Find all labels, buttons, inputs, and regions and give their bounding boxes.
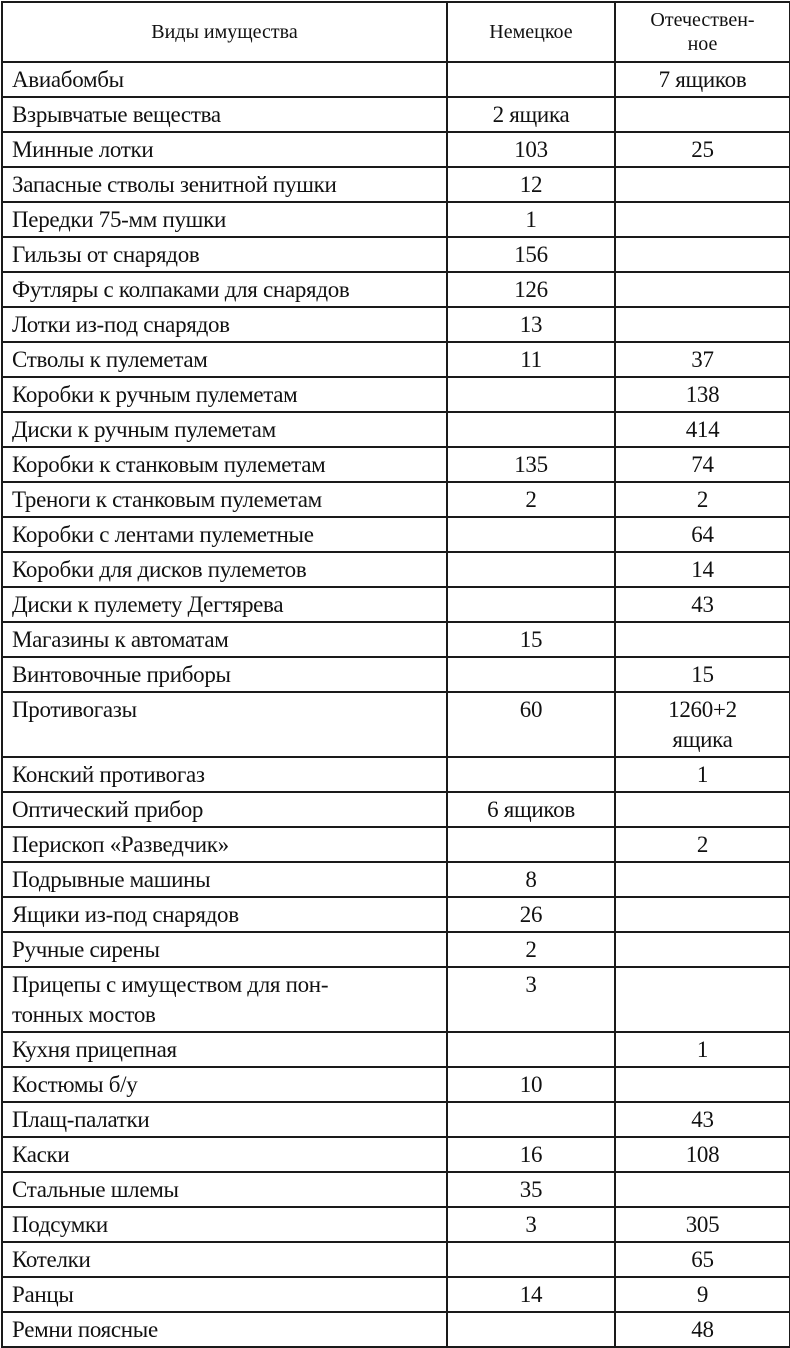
cell-domestic xyxy=(615,692,790,757)
cell-property-name xyxy=(2,307,447,342)
cell-property-name xyxy=(2,967,447,1032)
table-row xyxy=(2,552,790,587)
table-row xyxy=(2,1312,790,1347)
cell-domestic-text: 74 xyxy=(691,452,714,477)
cell-german xyxy=(447,447,615,482)
cell-german xyxy=(447,1102,615,1137)
cell-property-name xyxy=(2,412,447,447)
cell-domestic xyxy=(615,552,790,587)
cell-domestic xyxy=(615,622,790,657)
cell-property-name xyxy=(2,1172,447,1207)
cell-german-text: 1 xyxy=(525,207,537,232)
cell-domestic-text: 305 xyxy=(685,1212,720,1237)
cell-domestic xyxy=(615,167,790,202)
cell-german xyxy=(447,1137,615,1172)
cell-german xyxy=(447,932,615,967)
table-row xyxy=(2,307,790,342)
cell-domestic-text: 2 xyxy=(696,487,709,512)
cell-property-name-text: Диски к ручным пулеметам xyxy=(12,417,276,442)
cell-property-name-text: Котелки xyxy=(12,1247,91,1272)
table-row xyxy=(2,657,790,692)
table-row xyxy=(2,827,790,862)
cell-property-name xyxy=(2,862,447,897)
cell-property-name-text-line2: тонных мостов xyxy=(12,1002,156,1027)
cell-property-name-text: Диски к пулемету Дегтярева xyxy=(12,592,284,617)
cell-domestic xyxy=(615,1102,790,1137)
cell-domestic-text: 14 xyxy=(691,557,714,582)
cell-property-name xyxy=(2,482,447,517)
cell-property-name xyxy=(2,1032,447,1067)
cell-property-name-text: Стволы к пулеметам xyxy=(12,347,208,372)
table-row xyxy=(2,1172,790,1207)
cell-domestic-text: 9 xyxy=(696,1282,709,1307)
cell-german xyxy=(447,97,615,132)
cell-german xyxy=(447,827,615,862)
cell-german xyxy=(447,692,615,757)
cell-property-name xyxy=(2,1102,447,1137)
cell-domestic xyxy=(615,967,790,1032)
cell-domestic-text: 108 xyxy=(685,1142,720,1167)
cell-german xyxy=(447,342,615,377)
table-row xyxy=(2,272,790,307)
table-row xyxy=(2,897,790,932)
cell-domestic xyxy=(615,827,790,862)
cell-property-name-text: Кухня прицепная xyxy=(12,1037,177,1062)
cell-property-name xyxy=(2,1277,447,1312)
cell-property-name xyxy=(2,342,447,377)
cell-german xyxy=(447,1242,615,1277)
cell-property-name-text: Коробки к ручным пулеметам xyxy=(12,382,298,407)
cell-domestic xyxy=(615,792,790,827)
cell-german-text: 3 xyxy=(525,972,537,997)
cell-domestic xyxy=(615,202,790,237)
cell-domestic-text: 2 xyxy=(696,832,709,857)
cell-property-name-text: Футляры с колпаками для снарядов xyxy=(12,277,350,302)
cell-property-name xyxy=(2,792,447,827)
cell-german xyxy=(447,1032,615,1067)
cell-german-text: 6 ящиков xyxy=(487,797,575,822)
cell-domestic xyxy=(615,1172,790,1207)
cell-german xyxy=(447,167,615,202)
cell-property-name xyxy=(2,692,447,757)
cell-property-name-text: Авиабомбы xyxy=(12,67,124,92)
cell-domestic-text: 65 xyxy=(691,1247,714,1272)
table-row xyxy=(2,587,790,622)
cell-property-name-text: Коробки с лентами пулеметные xyxy=(12,522,314,547)
cell-german xyxy=(447,622,615,657)
cell-property-name-text: Треноги к станковым пулеметам xyxy=(12,487,322,512)
cell-property-name-text: Ящики из-под снарядов xyxy=(12,902,239,927)
cell-domestic xyxy=(615,897,790,932)
cell-german xyxy=(447,132,615,167)
cell-german xyxy=(447,1172,615,1207)
cell-domestic-text: 1 xyxy=(696,762,709,787)
table-row xyxy=(2,447,790,482)
cell-domestic xyxy=(615,412,790,447)
cell-property-name xyxy=(2,587,447,622)
cell-domestic xyxy=(615,307,790,342)
cell-german-text: 156 xyxy=(514,242,548,267)
cell-german-text: 15 xyxy=(519,627,543,652)
cell-property-name-text: Подсумки xyxy=(12,1212,108,1237)
property-table xyxy=(1,1,790,1348)
cell-property-name-text: Винтовочные приборы xyxy=(12,662,231,687)
table-row xyxy=(2,1242,790,1277)
cell-property-name-text: Прицепы с имуществом для пон- xyxy=(12,972,329,997)
cell-german-text: 26 xyxy=(519,902,543,927)
cell-property-name xyxy=(2,932,447,967)
cell-domestic-text: 64 xyxy=(691,522,714,547)
cell-german-text: 2 ящика xyxy=(492,102,570,127)
table-row xyxy=(2,1067,790,1102)
cell-german-text: 126 xyxy=(514,277,548,302)
cell-german-text: 16 xyxy=(519,1142,543,1167)
cell-property-name xyxy=(2,1312,447,1347)
cell-domestic xyxy=(615,342,790,377)
cell-property-name-text: Передки 75-мм пушки xyxy=(12,207,226,232)
cell-domestic xyxy=(615,1312,790,1347)
cell-property-name-text: Стальные шлемы xyxy=(12,1177,179,1202)
cell-domestic-text: 37 xyxy=(691,347,714,372)
cell-german xyxy=(447,377,615,412)
cell-domestic xyxy=(615,482,790,517)
table-row xyxy=(2,237,790,272)
cell-german-text: 14 xyxy=(519,1282,543,1307)
cell-domestic xyxy=(615,1032,790,1067)
table-row xyxy=(2,97,790,132)
cell-domestic-text: 25 xyxy=(691,137,714,162)
cell-domestic xyxy=(615,132,790,167)
cell-domestic xyxy=(615,932,790,967)
header-domestic-line2: ное xyxy=(687,33,718,55)
cell-german-text: 2 xyxy=(525,487,537,512)
cell-german xyxy=(447,897,615,932)
cell-german xyxy=(447,1277,615,1312)
cell-german-text: 10 xyxy=(519,1072,543,1097)
cell-domestic xyxy=(615,272,790,307)
cell-german xyxy=(447,307,615,342)
cell-property-name xyxy=(2,62,447,97)
cell-property-name-text: Магазины к автоматам xyxy=(12,627,229,652)
cell-german-text: 2 xyxy=(525,937,537,962)
cell-property-name-text: Ранцы xyxy=(12,1282,74,1307)
cell-property-name xyxy=(2,1242,447,1277)
cell-german-text: 12 xyxy=(519,172,543,197)
cell-property-name xyxy=(2,1207,447,1242)
cell-domestic xyxy=(615,757,790,792)
cell-domestic-text: 414 xyxy=(685,417,720,442)
table-row xyxy=(2,1277,790,1312)
table-row xyxy=(2,1102,790,1137)
header-property-type: Виды имущества xyxy=(2,2,447,62)
cell-german-text: 13 xyxy=(519,312,543,337)
cell-domestic-text: 43 xyxy=(691,592,714,617)
cell-property-name-text: Противогазы xyxy=(12,697,137,722)
cell-property-name-text: Коробки к станковым пулеметам xyxy=(12,452,326,477)
table-row xyxy=(2,412,790,447)
cell-german xyxy=(447,1207,615,1242)
table-row xyxy=(2,757,790,792)
cell-domestic xyxy=(615,1242,790,1277)
cell-property-name xyxy=(2,377,447,412)
cell-property-name-text: Костюмы б/у xyxy=(12,1072,138,1097)
cell-property-name xyxy=(2,757,447,792)
cell-german xyxy=(447,272,615,307)
cell-german xyxy=(447,967,615,1032)
table-row xyxy=(2,482,790,517)
cell-german xyxy=(447,412,615,447)
table-row xyxy=(2,517,790,552)
table-row xyxy=(2,202,790,237)
cell-property-name-text: Подрывные машины xyxy=(12,867,211,892)
cell-domestic-text: 1 xyxy=(696,1037,709,1062)
cell-german xyxy=(447,1067,615,1102)
cell-property-name xyxy=(2,237,447,272)
cell-domestic xyxy=(615,447,790,482)
cell-property-name-text: Взрывчатые вещества xyxy=(12,102,221,127)
table-row xyxy=(2,342,790,377)
cell-domestic-text: 15 xyxy=(691,662,714,687)
cell-property-name xyxy=(2,97,447,132)
cell-domestic xyxy=(615,517,790,552)
cell-domestic xyxy=(615,1207,790,1242)
cell-german xyxy=(447,1312,615,1347)
cell-german xyxy=(447,552,615,587)
cell-domestic xyxy=(615,657,790,692)
cell-domestic-text-line2: ящика xyxy=(672,727,733,752)
cell-german xyxy=(447,657,615,692)
cell-property-name xyxy=(2,517,447,552)
table-row xyxy=(2,692,790,757)
table-row xyxy=(2,862,790,897)
cell-property-name-text: Каски xyxy=(12,1142,70,1167)
cell-german-text: 35 xyxy=(519,1177,543,1202)
cell-domestic-text: 7 ящиков xyxy=(658,67,747,92)
cell-german-text: 8 xyxy=(525,867,537,892)
cell-german xyxy=(447,237,615,272)
table-row xyxy=(2,1032,790,1067)
cell-german-text: 103 xyxy=(514,137,548,162)
cell-domestic-text: 138 xyxy=(685,382,720,407)
cell-german-text: 135 xyxy=(514,452,548,477)
cell-german-text: 60 xyxy=(519,697,543,722)
table-row xyxy=(2,167,790,202)
cell-domestic xyxy=(615,237,790,272)
cell-german xyxy=(447,792,615,827)
cell-property-name xyxy=(2,1137,447,1172)
table-row xyxy=(2,792,790,827)
cell-property-name xyxy=(2,272,447,307)
cell-property-name xyxy=(2,552,447,587)
cell-property-name-text: Минные лотки xyxy=(12,137,154,162)
table-row xyxy=(2,1137,790,1172)
cell-domestic xyxy=(615,62,790,97)
cell-domestic-text: 48 xyxy=(691,1317,714,1342)
cell-domestic xyxy=(615,587,790,622)
cell-property-name xyxy=(2,202,447,237)
cell-property-name xyxy=(2,622,447,657)
cell-property-name xyxy=(2,447,447,482)
cell-german xyxy=(447,587,615,622)
cell-domestic xyxy=(615,1137,790,1172)
cell-property-name xyxy=(2,657,447,692)
cell-property-name-text: Оптический прибор xyxy=(12,797,204,822)
cell-german xyxy=(447,757,615,792)
header-domestic xyxy=(615,2,790,62)
table-row xyxy=(2,377,790,412)
table-row xyxy=(2,967,790,1032)
cell-property-name-text: Гильзы от снарядов xyxy=(12,242,200,267)
cell-german xyxy=(447,482,615,517)
cell-domestic xyxy=(615,97,790,132)
cell-property-name-text: Конский противогаз xyxy=(12,762,205,787)
table-row xyxy=(2,62,790,97)
cell-property-name xyxy=(2,167,447,202)
header-domestic-line1: Отечествен- xyxy=(650,9,755,31)
cell-property-name-text: Лотки из-под снарядов xyxy=(12,312,230,337)
table-row xyxy=(2,932,790,967)
cell-property-name-text: Коробки для дисков пулеметов xyxy=(12,557,307,582)
cell-domestic xyxy=(615,1067,790,1102)
cell-domestic-text: 1260+2 xyxy=(668,697,737,722)
cell-german xyxy=(447,862,615,897)
cell-property-name xyxy=(2,1067,447,1102)
cell-domestic xyxy=(615,377,790,412)
cell-property-name-text: Запасные стволы зенитной пушки xyxy=(12,172,337,197)
cell-domestic-text: 43 xyxy=(691,1107,714,1132)
table-row xyxy=(2,132,790,167)
cell-property-name xyxy=(2,897,447,932)
cell-german xyxy=(447,62,615,97)
header-row xyxy=(2,2,790,62)
cell-property-name xyxy=(2,827,447,862)
cell-domestic xyxy=(615,862,790,897)
cell-property-name-text: Плащ-палатки xyxy=(12,1107,150,1132)
header-german: Немецкое xyxy=(447,2,615,62)
table-row xyxy=(2,1207,790,1242)
cell-property-name-text: Ручные сирены xyxy=(12,937,160,962)
cell-property-name-text: Ремни поясные xyxy=(12,1317,158,1342)
cell-german xyxy=(447,517,615,552)
cell-property-name xyxy=(2,132,447,167)
cell-domestic xyxy=(615,1277,790,1312)
cell-german-text: 11 xyxy=(520,347,542,372)
table-row xyxy=(2,622,790,657)
cell-property-name-text: Перископ «Разведчик» xyxy=(12,832,229,857)
cell-german-text: 3 xyxy=(525,1212,537,1237)
cell-german xyxy=(447,202,615,237)
